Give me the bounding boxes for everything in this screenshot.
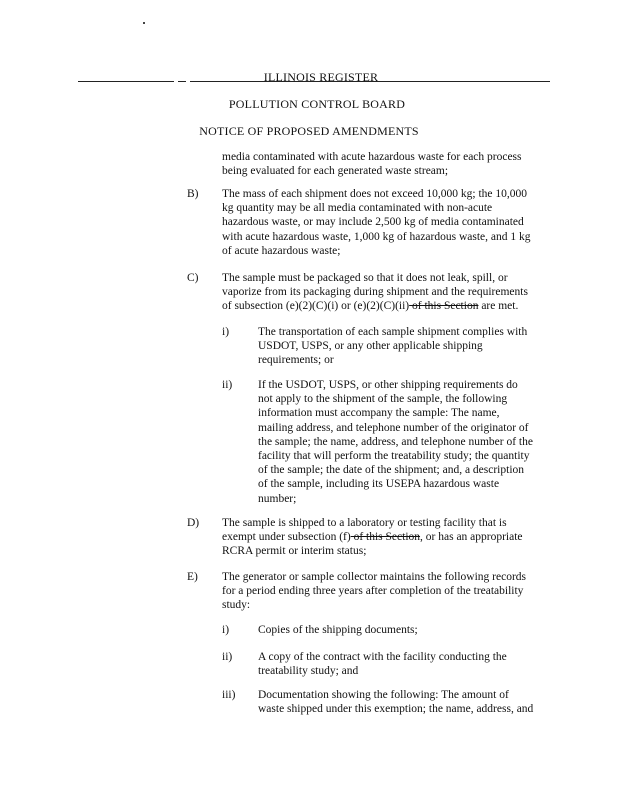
item-c-sub-ii-line: information must accompany the sample: The name,: [258, 407, 500, 420]
item-c-sub-ii-label: ii): [222, 379, 233, 391]
item-e-line: for a period ending three years after completion of the treatability: [222, 585, 524, 598]
item-e-sub-i-label: i): [222, 624, 230, 636]
item-d-struck-text: of this Section: [350, 531, 421, 544]
item-e-sub-ii-line: A copy of the contract with the facility conducting the: [258, 651, 507, 663]
intro-paragraph: [222, 150, 522, 178]
item-b-letter: B): [187, 188, 199, 200]
item-e-sub-i-line: Copies of the shipping documents;: [258, 624, 418, 636]
item-c-sub-i-text: [258, 325, 527, 368]
item-c-line: The sample must be packaged so that it does not leak, spill, or: [222, 272, 508, 284]
item-d-line: [222, 530, 523, 544]
item-e-sub-iii-line: Documentation showing the following: The amount of: [258, 689, 509, 701]
item-e-sub-i-text: [258, 623, 418, 637]
intro-line: being evaluated for each generated waste stream;: [222, 165, 449, 178]
item-c-sub-ii-line: of the sample, including its USEPA hazardous waste: [258, 478, 500, 491]
item-d-letter: D): [187, 517, 200, 529]
item-c-sub-i-line: The transportation of each sample shipment complies with: [258, 326, 528, 338]
item-d-line: RCRA permit or interim status;: [222, 545, 367, 558]
item-d-ref: exempt under subsection (f): [222, 531, 351, 544]
item-c-sub-ii-line: number;: [258, 492, 297, 505]
item-c-tail: are met.: [478, 300, 519, 313]
scan-speck: [143, 22, 145, 24]
item-c-sub-ii-line: facility that will perform the treatability study; the quantity: [258, 450, 530, 463]
item-c-sub-i-line: USDOT, USPS, or any other applicable shipping: [258, 340, 483, 353]
item-e-sub-ii-line: treatability study; and: [258, 665, 359, 678]
item-c-ref: of subsection (e)(2)(C)(i) or (e)(2)(C)(ii): [222, 300, 410, 313]
item-c-sub-i-label: i): [222, 326, 230, 338]
item-e-letter: E): [187, 571, 198, 583]
item-e-line: The generator or sample collector maintains the following records: [222, 571, 527, 583]
item-e-sub-iii-line: waste shipped under this exemption; the name, address, and: [258, 703, 534, 716]
item-c-sub-i-line: requirements; or: [258, 354, 334, 367]
item-e-text: [222, 570, 526, 613]
item-e-sub-iii-text: [258, 688, 533, 716]
item-b-text: [222, 187, 531, 258]
item-e-sub-ii-text: [258, 650, 507, 678]
item-b-line: of acute hazardous waste;: [222, 244, 341, 257]
item-c-sub-ii-line: of the sample; the date of the shipment; and, a description: [258, 464, 525, 477]
item-e-sub-ii-label: ii): [222, 651, 233, 663]
item-b-line: kg quantity may be all media contaminated with non-acute: [222, 202, 493, 215]
item-c-letter: C): [187, 272, 199, 284]
item-c-sub-ii-line: the sample; the name, address, and telephone number of the: [258, 435, 533, 448]
item-b-line: hazardous waste, or may include 2,500 kg of media contaminated: [222, 216, 524, 229]
intro-line: media contaminated with acute hazardous waste for each process: [222, 151, 522, 163]
item-c-struck-text: of this Section: [409, 300, 479, 313]
item-d-tail: , or has an appropriate: [420, 531, 523, 544]
register-title: ILLINOIS REGISTER: [263, 70, 379, 84]
item-c-line: [222, 299, 528, 313]
item-d-line: The sample is shipped to a laboratory or testing facility that is: [222, 517, 507, 529]
notice-title: NOTICE OF PROPOSED AMENDMENTS: [199, 124, 419, 138]
item-e-sub-iii-label: iii): [222, 689, 236, 701]
item-b-line: The mass of each shipment does not exceed 10,000 kg; the 10,000: [222, 188, 527, 200]
item-c-sub-ii-line: If the USDOT, USPS, or other shipping requirements do: [258, 379, 518, 391]
item-d-text: [222, 516, 523, 559]
item-c-line: vaporize from its packaging during shipment and the requirements: [222, 286, 528, 299]
item-c-text: [222, 271, 528, 314]
board-title: POLLUTION CONTROL BOARD: [228, 97, 406, 111]
item-c-sub-ii-line: mailing address, and telephone number of the originator of: [258, 421, 529, 434]
item-c-sub-ii-text: [258, 378, 533, 506]
item-e-line: study:: [222, 599, 251, 612]
item-c-sub-ii-line: not apply to the shipment of the sample, the following: [258, 393, 508, 406]
item-b-line: with acute hazardous waste, 1,000 kg of hazardous waste, and 1 kg: [222, 230, 531, 243]
